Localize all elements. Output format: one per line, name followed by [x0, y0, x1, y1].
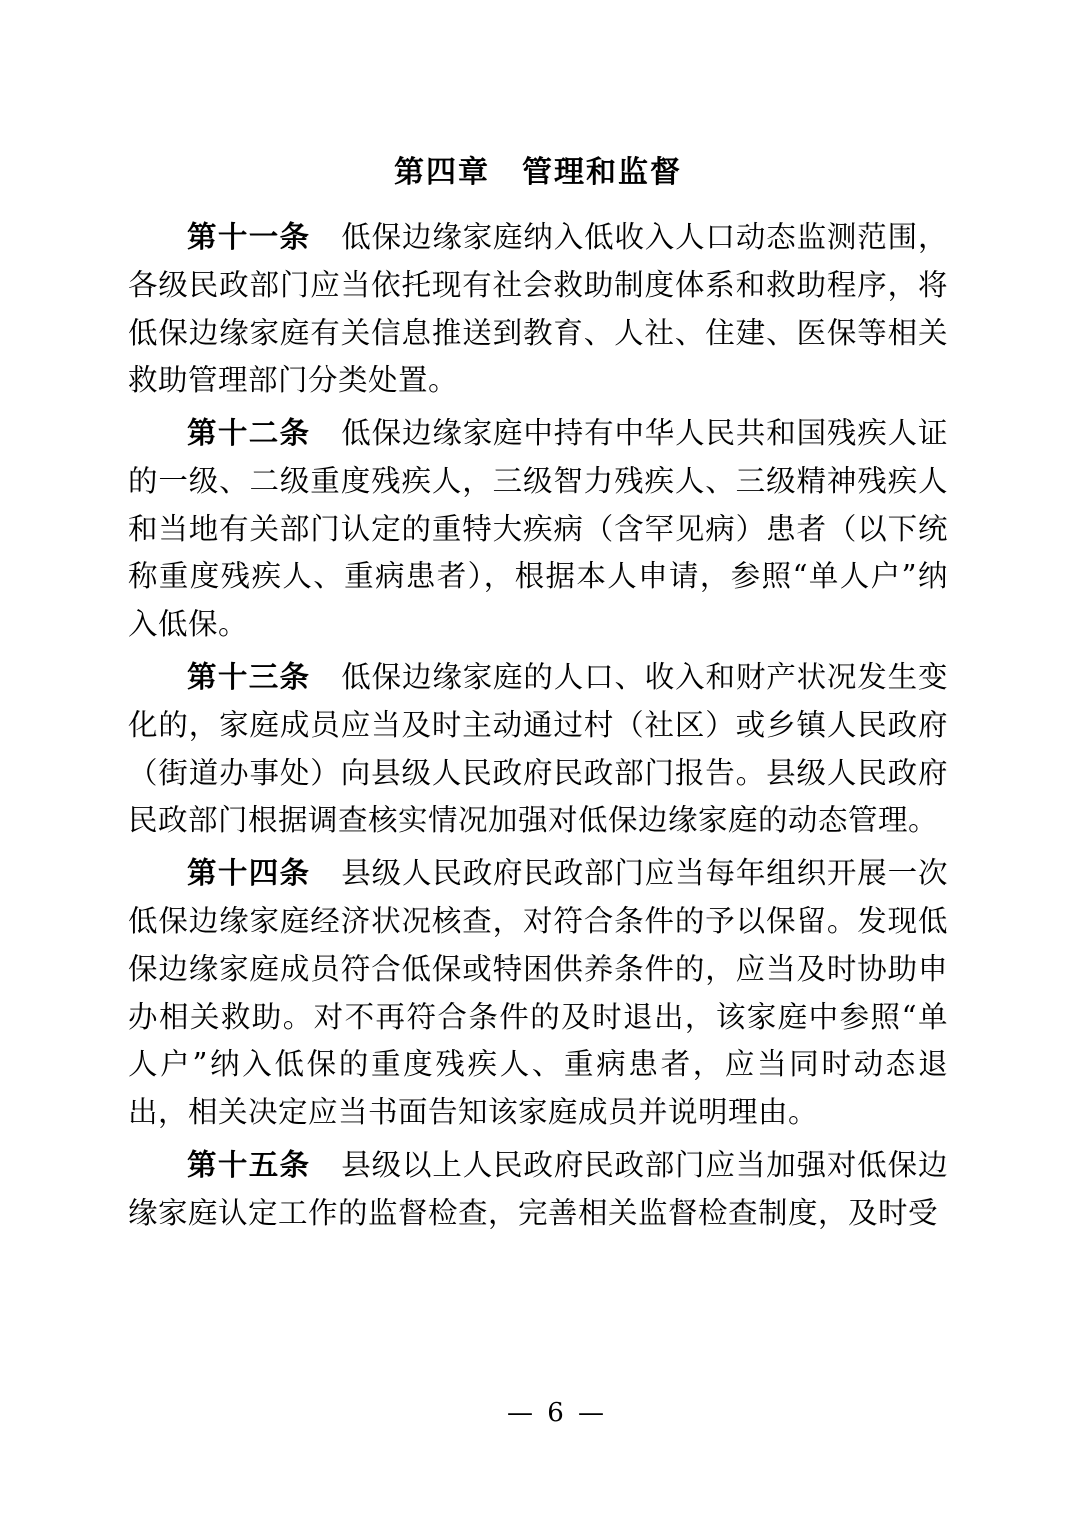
chapter-heading: [128, 150, 948, 195]
page-content: [128, 150, 948, 1241]
page-number: — 6 —: [506, 1398, 608, 1428]
article-paragraph: [128, 1141, 948, 1238]
article-label: 第十五条: [187, 1146, 311, 1182]
article-label: 第十三条: [187, 659, 311, 695]
chapter-title-text: 管理和监督: [522, 155, 682, 190]
article-text: 低保边缘家庭纳入低收入人口动态监测范围，各级民政部门应当依托现有社会救助制度体系和救助程序，将低保边缘家庭有关信息推送到教育、人社、住建、医保等相关救助管理部门分类处置。: [128, 220, 948, 398]
article-label: 第十四条: [187, 855, 311, 891]
article-label: 第十二条: [187, 415, 311, 451]
article-paragraph: [128, 409, 948, 649]
article-paragraph: [128, 849, 948, 1137]
article-text: 低保边缘家庭的人口、收入和财产状况发生变化的，家庭成员应当及时主动通过村（社区）或乡镇人民政府（街道办事处）向县级人民政府民政部门报告。县级人民政府民政部门根据调查核实情况加强对低保边缘家庭的动态管理。: [128, 660, 948, 838]
article-label: 第十一条: [187, 219, 311, 254]
article-text: 县级以上人民政府民政部门应当加强对低保边缘家庭认定工作的监督检查，完善相关监督检查制度，及时受: [128, 1147, 948, 1230]
article-paragraph: [128, 653, 948, 845]
chapter-number: 第四章: [394, 155, 490, 190]
article-text: 县级人民政府民政部门应当每年组织开展一次低保边缘家庭经济状况核查，对符合条件的予以保留。发现低保边缘家庭成员符合低保或特困供养条件的，应当及时协助申办相关救助。对不再符合条件的及时退出，该家庭中参照“单人户”纳入低保的重度残疾人、重病患者，应当同时动态退出，相关决定应当书面告知该家庭成员并说明理由。: [128, 856, 948, 1130]
article-text: 低保边缘家庭中持有中华人民共和国残疾人证的一级、二级重度残疾人，三级智力残疾人、三级精神残疾人和当地有关部门认定的重特大疾病（含罕见病）患者（以下统称重度残疾人、重病患者），根据本人申请，参照“单人户”纳入低保。: [128, 416, 948, 642]
article-paragraph: [128, 213, 948, 405]
